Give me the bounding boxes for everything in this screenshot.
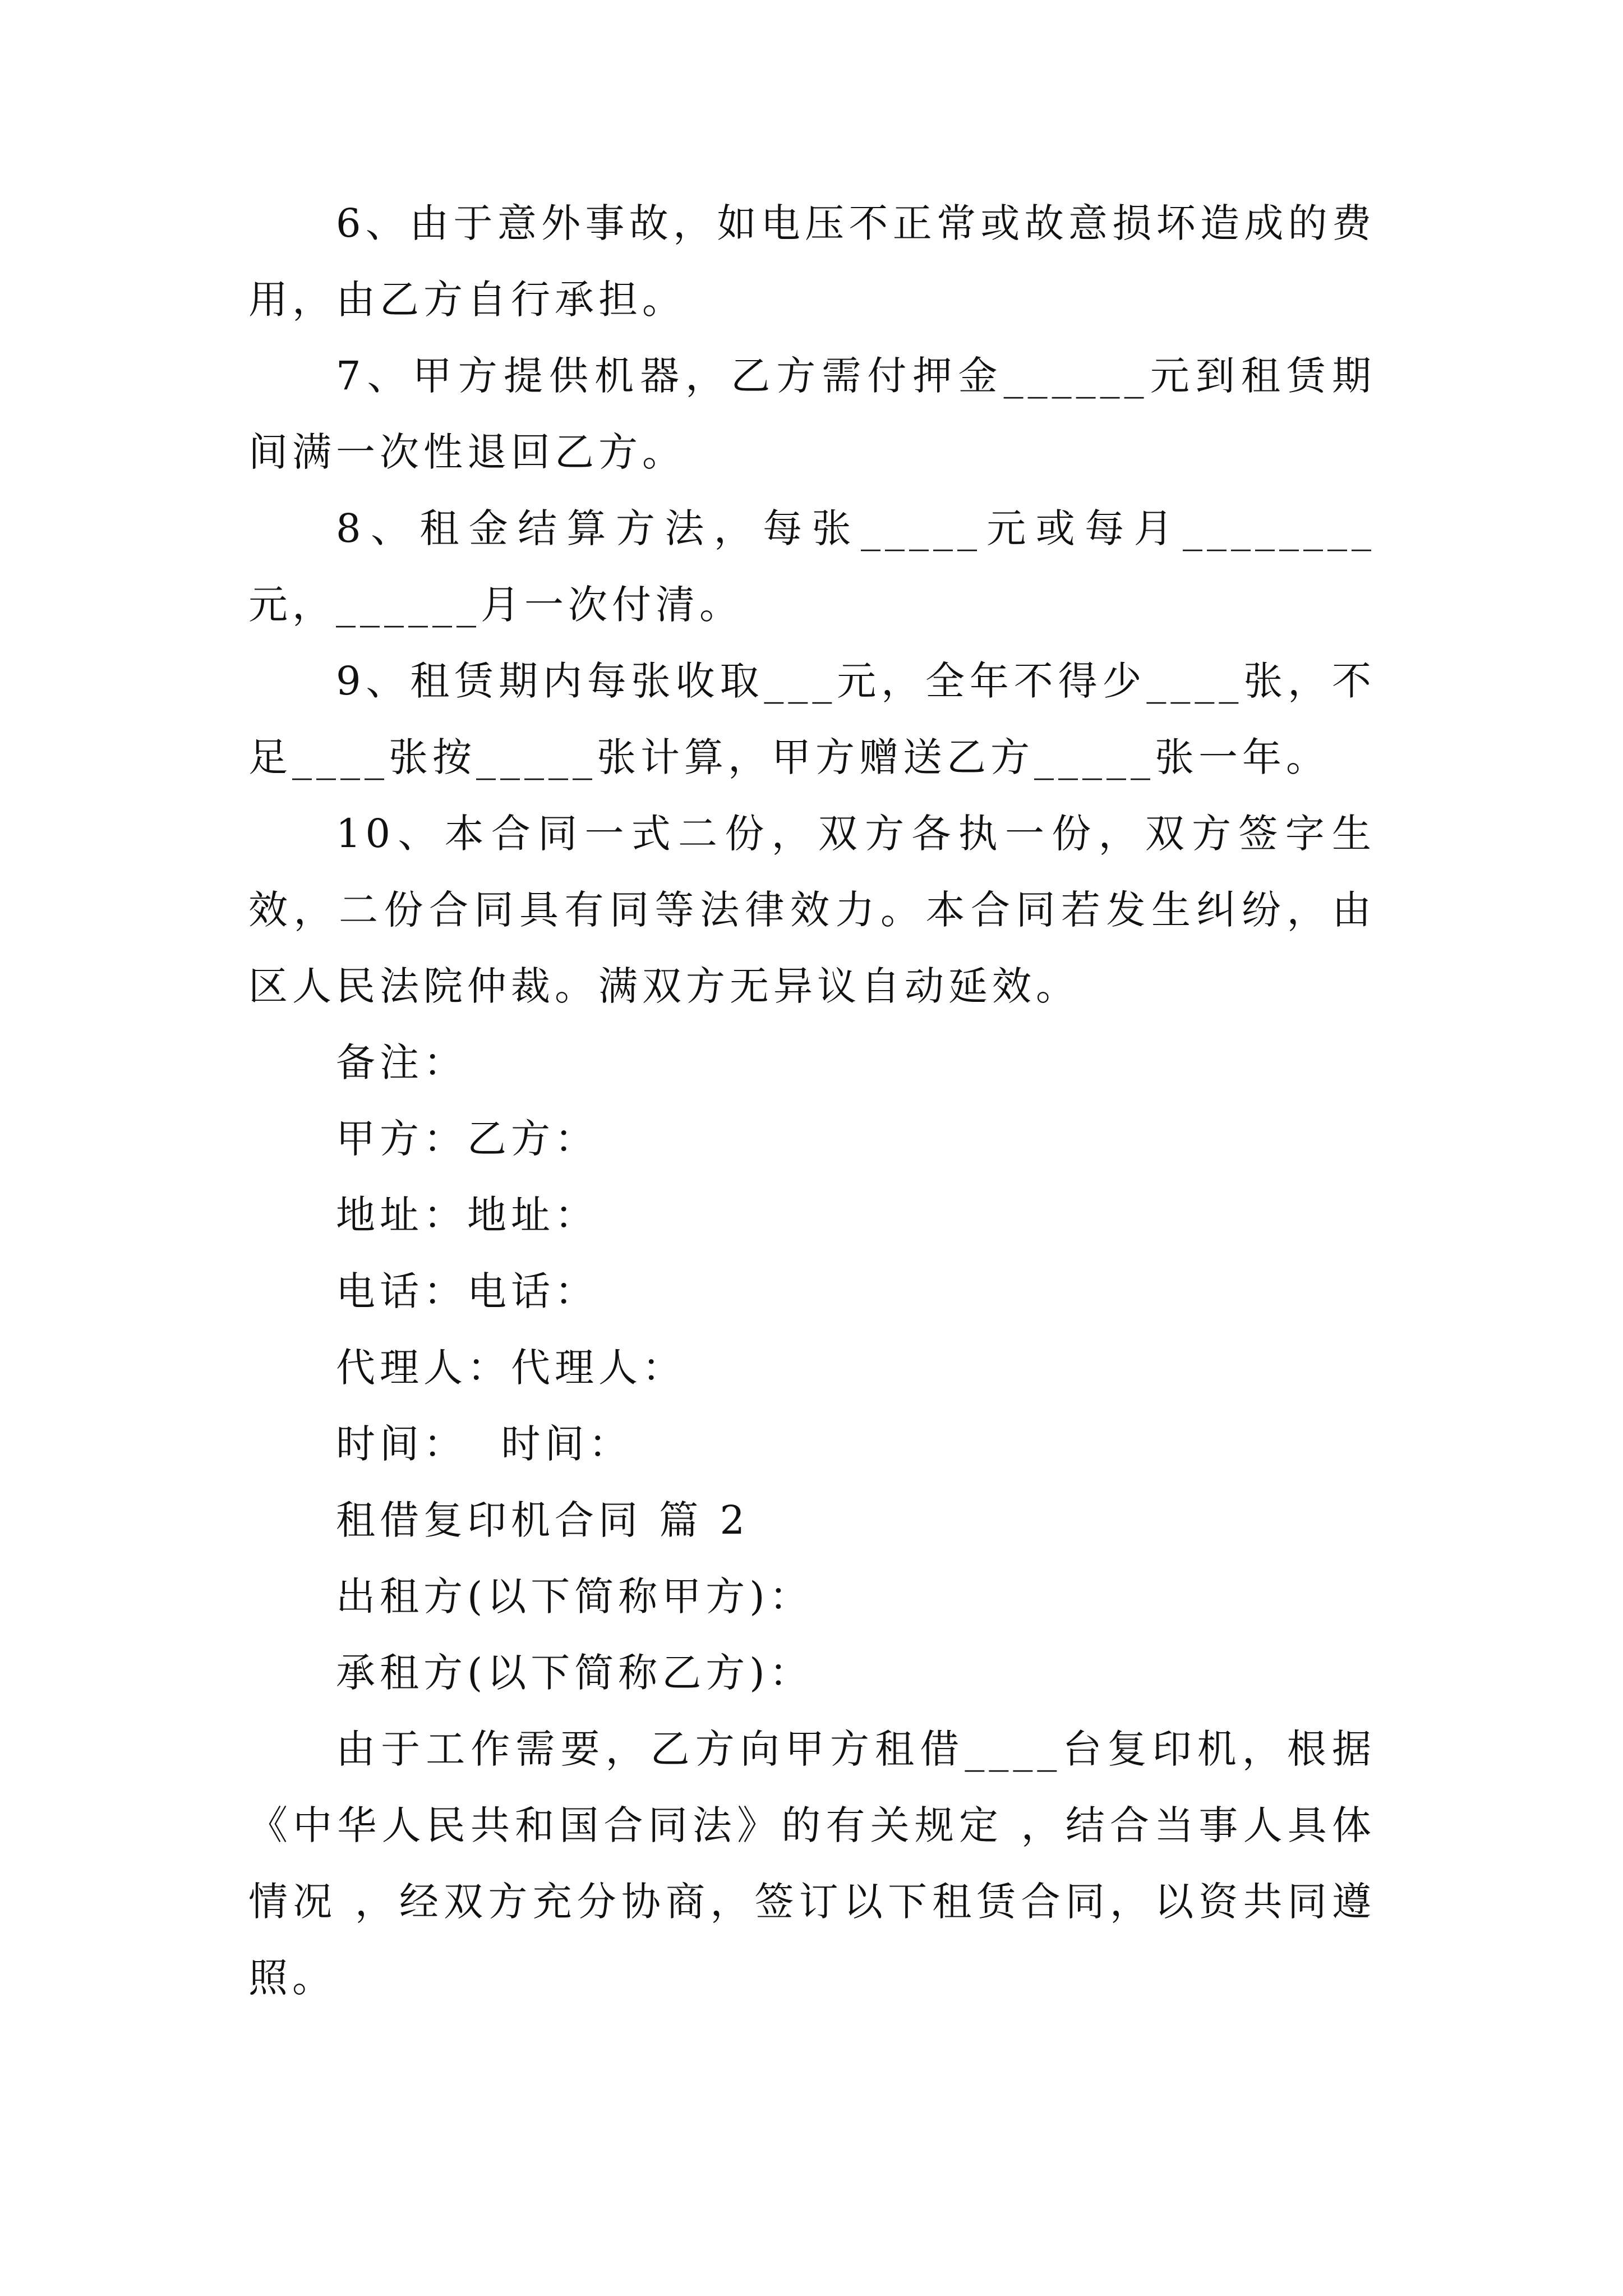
parties-line: 甲方：乙方： [336,1116,598,1162]
section-heading: 租借复印机合同 篇 2 [336,1497,750,1543]
clause-7: 7、甲方提供机器，乙方需付押金______元到租赁期间满一次性退回乙方。 [248,353,1376,475]
date-line: 时间： 时间： [336,1421,633,1467]
phone-line: 电话：电话： [336,1268,598,1314]
clause-10: 10、本合同一式二份，双方各执一份，双方签字生效，二份合同具有同等法律效力。本合同若发生纠纷，由 区人民法院仲裁。满双方无异议自动延效。 [248,811,1393,1009]
remarks-line: 备注： [336,1039,467,1085]
document-body [248,185,1393,2016]
clause-9: 9、租赁期内每张收取___元，全年不得少____张，不足____张按_____张计算，甲方赠送乙方_____张一年。 [248,658,1376,780]
lessee-line: 承租方(以下简称乙方)： [336,1650,813,1696]
clause-8: 8、租金结算方法，每张_____元或每月________元，______月一次付清。 [248,505,1376,628]
clause-6: 6、由于意外事故，如电压不正常或故意损坏造成的费用，由乙方自行承担。 [248,200,1376,323]
lessor-line: 出租方(以下简称甲方)： [336,1573,813,1619]
agent-line: 代理人：代理人： [336,1345,686,1391]
address-line: 地址：地址： [336,1192,598,1238]
intro-paragraph: 由于工作需要，乙方向甲方租借____台复印机，根据《中华人民共和国合同法》的有关规定 ，结合当事人具体情况 ，经双方充分协商，签订以下租赁合同，以资共同遵照。 [248,1726,1376,2001]
